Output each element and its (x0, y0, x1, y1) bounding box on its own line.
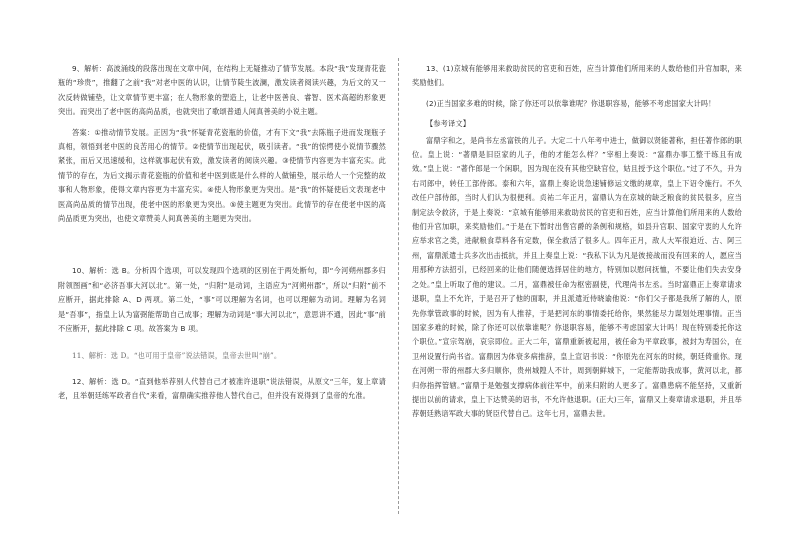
reference-translation-title: 【参考译文】 (426, 119, 471, 129)
column-divider (398, 58, 399, 514)
reference-translation: 富鼎字和之，是尚书左丞富铁的儿子。大定二十八年考中进士，做御以贤能著称，担任著作郎的职位。皇上说：“著鼎是旧臣家的儿子，他的才能怎么样？”宰相上奏说：“富鼎办事工整干练且有成效。”皇上说：“著作郎是一个闲职，因为现在没有其他空缺官位，姑且授予这个职位。”过了不久，升为右司郎中，转任工部侍郎。泰和六年，富鼎上奏论说急速铺修运文缴的规章，皇上下诏令施行。不久改任户部侍郎，当时人们认为很便利。贞祐二年正月，富鼎认为在京城的缺乏粮食的贫民很多，应当制定法令救济，于是上奏说：“京城有能够用来救助贫民的官吏和百姓，应当计算他们所用来的人数给他们升官加职，来奖励他们。”于是在下暂时出售官爵的条例和规格，如县升官职、国家守衷的人允许应举求官之类，进献粮食草料各有定数，保全救活了很多人。四年正月，敌人大军很迫近、古、阿三州，富鼎派遣士兵多次出击抵抗，并且上奏皇上说：“我私下认为凡是彼接战而没有回来的人，愿应当用那种方法招引，已经回来的让他们随便选择居住的地方，特别加以慰问抚恤，不要让他们失去安身之处。”皇上听取了他的建议。二月，富鼎被任命为枢密副使，代理尚书左丞。当时富鼎正上奏章请求退职，皇上不允许，于是召开了他的面职，并且派遣近侍晓谕他说：“你们父子都是我所了解的人，原先你掌管政事的时候，因为有人推荐，于是把河东的事情委托给你，果然能尽力谋划处理事情。正当国家多难的时候，除了你还可以依靠谁呢？你退职容易，能够不考虑国家大计吗！现在特别委托你这个职位。”宣宗驾崩，哀宗即位。正大二年，富鼎重新被起用，被任命为平章政事，被封为寿国公，在卫州设置行尚书省。富鼎因为体衰多病推辞，皇上宣诏书说：“你原先在河东的时候，朝廷倚重你。现在河朔一带的州郡大多归顺你，贵州城隍人不计，周到朝鲜城下，一定能帮助我成事，黄河以北，都归你指挥管辖。”富鼎于是勉强支撑病体前往军中，前来归附的人更多了。富鼎患病不能坚持，又重新提出以前的请求，皇上下达赞美的诏书，不允许他退职。(正大)三年，富鼎又上奏章请求退职，并且举荐朝廷熟谙军政大事的贤臣代替自己。这年七月，富鼎去世。 (412, 135, 742, 419)
answer-q9: 9、解析：高波涌线的段落出现在文章中间，在结构上无疑推动了情节发展。本段“我”发现青花瓷瓶的“珍贵”，推翻了之前“我”对老中医的认识，让情节陡生波澜，激发读者阅读兴趣，为后文的又一次反转做铺垫，让文章情节更丰富；在人物形象的塑造上，让老中医善良、睿智、医术高超的形象更突出。而突出了老中医的高尚品质，也就突出了歌颂普通人间真善美的小说主题。 (58, 64, 386, 117)
answer-q9-key: 答案：①推动情节发展。正因为“我”怀疑青花瓷瓶的价值，才有下文“我”去陈瓶子进而发现瓶子真相，领悟到老中医的良苦用心的情节。②使情节出现起伏，吸引读者。“我”的惊愕使小说情节骤然紧张，而后又迅速缓和，这样就事起伏有致，激发读者的阅读兴趣。③使情节内容更为丰富充实。此情节的存在，为后文揭示青花瓷瓶的价值和老中医到底是什么样的人做铺垫，展示给人一个完整的故事和人物形象，使得文章内容更为丰富充实。④使人物形象更为突出。是“我”的怀疑使后文表现老中医高尚品质的情节出现，使老中医的形象更为突出。⑤使主题更为突出。此情节的存在使老中医的高尚品质更为突出，也使文章赞美人间真善美的主题更为突出。 (58, 127, 386, 224)
right-column (412, 62, 742, 422)
answer-q13-2: (2)正当国家多难的时候，除了你还可以依靠谁呢？你退职容易，能够不考虑国家大计吗！ (426, 98, 716, 108)
answer-q10: 10、解析：选 B。分析四个选项，可以发现四个选项的区别在于两处断句，即“今河朔州郡多归附领图画”和“必济吾事大河以北”。第一处，“归附”是动词，主语应为“河朔州郡”，所以“归附”前不应断开，据此排除 A、D 两项。第二处，“事”可以理解为名词，也可以理解为动词。理解为名词是“吾事”，指皇上认为富弼能帮助自己成事；理解为动词是“事大河以北”，意思讲不通，因此“事”前不应断开，据此排除 C 项。故答案为 B 项。 (58, 266, 386, 334)
left-column (58, 62, 386, 404)
answer-q11: 11、解析：选 D。“也可用于皇帝”说法错误，皇帝去世叫“崩”。 (72, 350, 282, 360)
answer-q12: 12、解析：选 D。“直到他举荐别人代替自己才被准许退职”说法错误，从原文“三年，复上章请老，且举朝廷练军政者自代”来看，富鼎确实推荐他人替代自己，但并没有说得到了皇帝的允准。 (58, 376, 386, 401)
answer-q13-1: 13、(1)京城有能够用来救助贫民的官吏和百姓，应当计算他们所用来的人数给他们升官加职，来奖励他们。 (412, 64, 742, 88)
